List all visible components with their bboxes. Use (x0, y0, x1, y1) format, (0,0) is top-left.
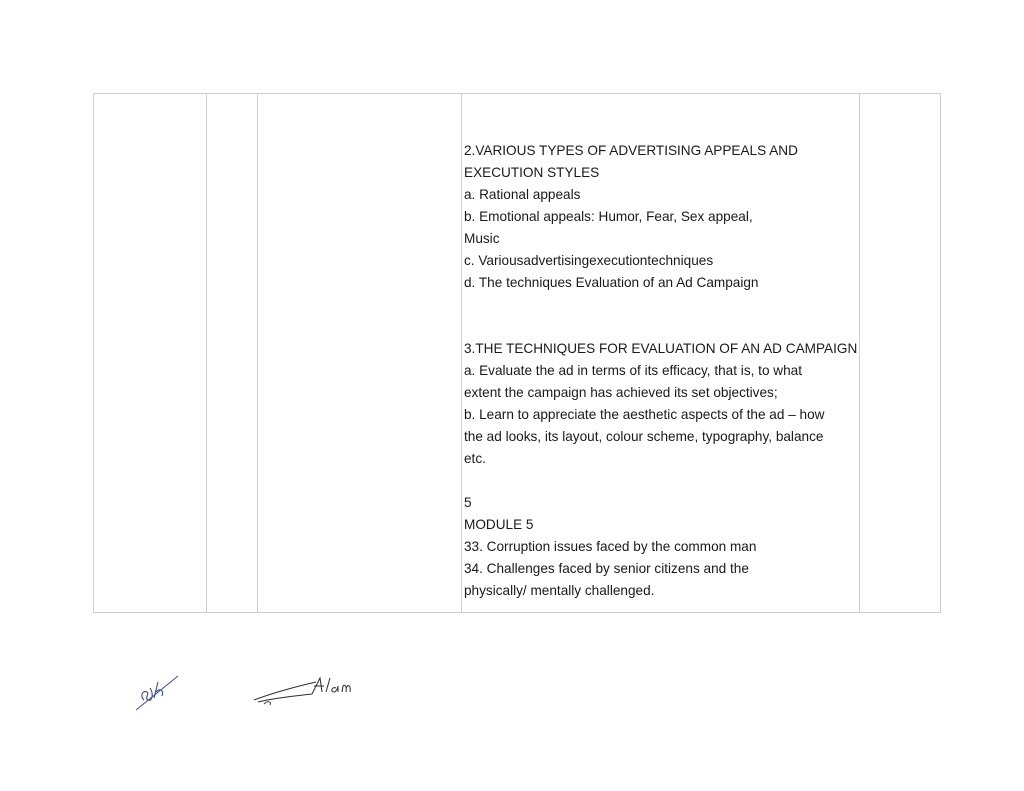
table-cell-empty-3 (258, 94, 462, 613)
section3-item: extent the campaign has achieved its set objectives; (464, 385, 778, 400)
table-cell-empty-1 (94, 94, 207, 613)
table-row (94, 94, 941, 613)
module-item: physically/ mentally challenged. (464, 583, 655, 598)
section2-heading-line1: 2.VARIOUS TYPES OF ADVERTISING APPEALS AND (464, 143, 798, 158)
module-title: MODULE 5 (464, 517, 534, 532)
module-item: 34. Challenges faced by senior citizens and the (464, 561, 749, 576)
section2-item: Music (464, 231, 500, 246)
spacer (464, 294, 857, 338)
section3-heading: 3.THE TECHNIQUES FOR EVALUATION OF AN AD CAMPAIGN (464, 341, 858, 356)
syllabus-table (93, 93, 941, 613)
signature-left (132, 670, 184, 714)
signature-right (250, 674, 360, 708)
table-cell-empty-2 (207, 94, 258, 613)
section3-item: a. Evaluate the ad in terms of its efficacy, that is, to what (464, 363, 802, 378)
section3-item: etc. (464, 451, 486, 466)
section3-item: b. Learn to appreciate the aesthetic aspects of the ad – how (464, 407, 825, 422)
section2-item: a. Rational appeals (464, 187, 581, 202)
content-block (462, 94, 859, 602)
spacer (464, 470, 857, 492)
module-item: 33. Corruption issues faced by the common man (464, 539, 757, 554)
section2-item: b. Emotional appeals: Humor, Fear, Sex appeal, (464, 209, 753, 224)
section2-item: d. The techniques Evaluation of an Ad Campaign (464, 275, 759, 290)
table-cell-empty-5 (860, 94, 941, 613)
table-cell-content (462, 94, 860, 613)
section3-item: the ad looks, its layout, colour scheme, typography, balance (464, 429, 824, 444)
section2-heading-line2: EXECUTION STYLES (464, 165, 600, 180)
section2-item: c. Variousadvertisingexecutiontechniques (464, 253, 714, 268)
module-number: 5 (464, 495, 472, 510)
